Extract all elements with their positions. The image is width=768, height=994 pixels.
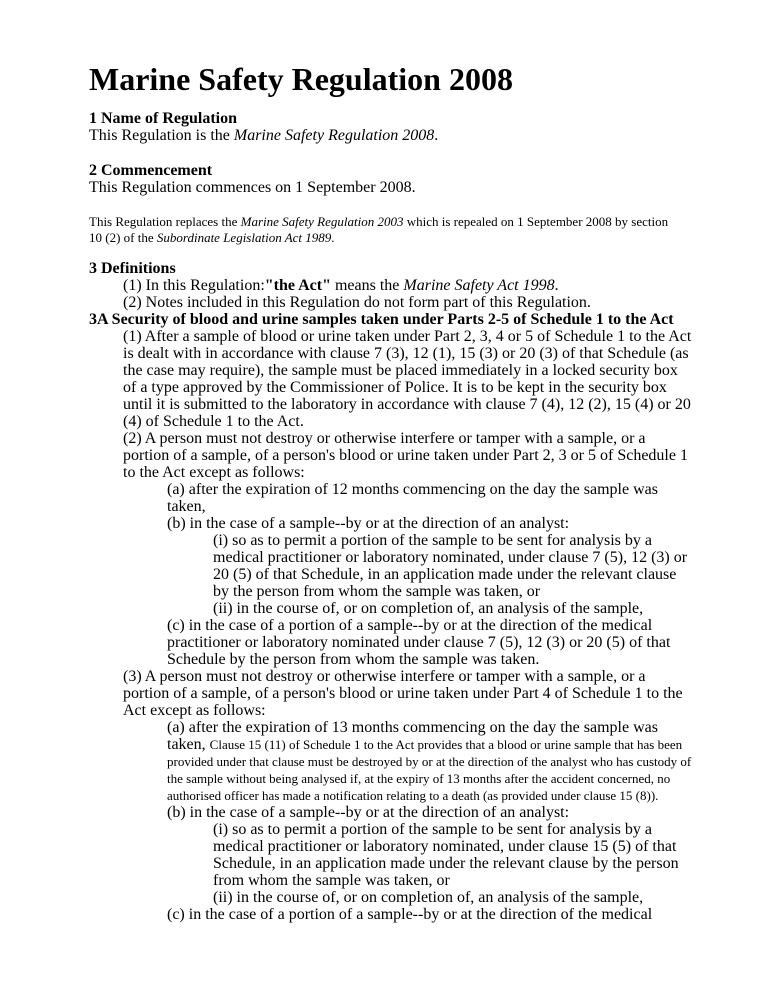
text-run: means the xyxy=(330,277,404,294)
inline-note: Clause 15 (11) of Schedule 1 to the Act provides that a blood or urine sample that has been provided under that clause must be destroyed by or at the direction of the analyst who has custody of the sample without being analysed if, at the expiry of 13 months after the accident concerned, no authorised officer has made a notification relating to a death (as provided under clause 15 (8)). xyxy=(167,737,692,803)
section-3a-heading: 3A Security of blood and urine samples taken under Parts 2-5 of Schedule 1 to the Act xyxy=(89,311,674,328)
section-1-heading: 1 Name of Regulation xyxy=(89,110,237,127)
text-run: . xyxy=(331,230,335,245)
document-title: Marine Safety Regulation 2008 xyxy=(89,61,513,97)
section-3a-clause-2-para-b-i: (i) so as to permit a portion of the sample to be sent for analysis by a medical practitioner or laboratory nominated, under clause 7 (5), 12 (3) or 20 (5) of that Schedule, in an application made under the relevant clause by the person from whom the sample was taken, or xyxy=(213,532,688,600)
section-2-heading: 2 Commencement xyxy=(89,162,213,179)
text-run: (a) after the expiration of 13 months commencing on the day the sample was taken, xyxy=(167,719,658,753)
section-3a-clause-2-para-a: (a) after the expiration of 12 months commencing on the day the sample was taken, xyxy=(167,481,658,515)
section-1-body xyxy=(89,127,693,144)
section-3a-clause-2-para-b: (b) in the case of a sample--by or at the direction of an analyst: xyxy=(167,515,570,532)
section-2-body: This Regulation commences on 1 September 2008. xyxy=(89,179,416,196)
section-3a-clause-1: (1) After a sample of blood or urine taken under Part 2, 3, 4 or 5 of Schedule 1 to the Act is dealt with in accordance with clause 7 (3), 12 (1), 15 (3) or 20 (3) of that Schedule (as the case may require), the sample must be placed immediately in a locked security box of a type approved by the Commissioner of Police. It is to be kept in the security box until it is submitted to the laboratory in accordance with clause 7 (4), 12 (2), 15 (4) or 20 (4) of Schedule 1 to the Act. xyxy=(123,328,692,430)
section-3a-clause-3-para-c: (c) in the case of a portion of a sample--by or at the direction of the medical xyxy=(167,906,653,923)
cited-title: Subordinate Legislation Act 1989 xyxy=(156,230,332,245)
text-run: . xyxy=(434,127,439,144)
section-3a-clause-3-para-a xyxy=(89,719,693,804)
section-3-clause-1 xyxy=(89,277,693,294)
defined-term: "the Act" xyxy=(264,277,331,294)
section-3a-clause-3-para-b-ii: (ii) in the course of, or on completion of, an analysis of the sample, xyxy=(213,889,644,906)
section-3-clause-2: (2) Notes included in this Regulation do not form part of this Regulation. xyxy=(123,294,591,311)
text-run: (1) In this Regulation: xyxy=(123,277,265,294)
cited-title: Marine Safety Regulation 2008 xyxy=(233,127,435,144)
section-3a-clause-3-intro: (3) A person must not destroy or otherwise interfere or tamper with a sample, or a portion of a sample, of a person's blood or urine taken under Part 4 of Schedule 1 to the Act except as follows: xyxy=(123,668,683,719)
text-run: which is repealed on 1 September 2008 by section 10 (2) of the xyxy=(89,214,669,245)
replacement-note xyxy=(89,214,680,246)
cited-title: Marine Safety Act 1998 xyxy=(403,277,555,294)
text-run: This Regulation is the xyxy=(89,127,234,144)
cited-title: Marine Safety Regulation 2003 xyxy=(240,214,404,229)
text-run: This Regulation replaces the xyxy=(89,214,241,229)
section-3a-clause-3-para-b: (b) in the case of a sample--by or at the direction of an analyst: xyxy=(167,804,570,821)
section-3a-clause-2-intro: (2) A person must not destroy or otherwise interfere or tamper with a sample, or a portion of a sample, of a person's blood or urine taken under Part 2, 3 or 5 of Schedule 1 to the Act except as follows: xyxy=(123,430,688,481)
section-3a-clause-3-para-b-i: (i) so as to permit a portion of the sample to be sent for analysis by a medical practitioner or laboratory nominated, under clause 15 (5) of that Schedule, in an application made under the relevant clause by the person from whom the sample was taken, or xyxy=(213,821,679,889)
section-3-heading: 3 Definitions xyxy=(89,260,176,277)
section-3a-clause-2-para-b-ii: (ii) in the course of, or on completion of, an analysis of the sample, xyxy=(213,600,644,617)
section-3a-clause-2-para-c: (c) in the case of a portion of a sample--by or at the direction of the medical practitioner or laboratory nominated under clause 7 (5), 12 (3) or 20 (5) of that Schedule by the person from whom the sample was taken. xyxy=(167,617,671,668)
text-run: . xyxy=(554,277,559,294)
